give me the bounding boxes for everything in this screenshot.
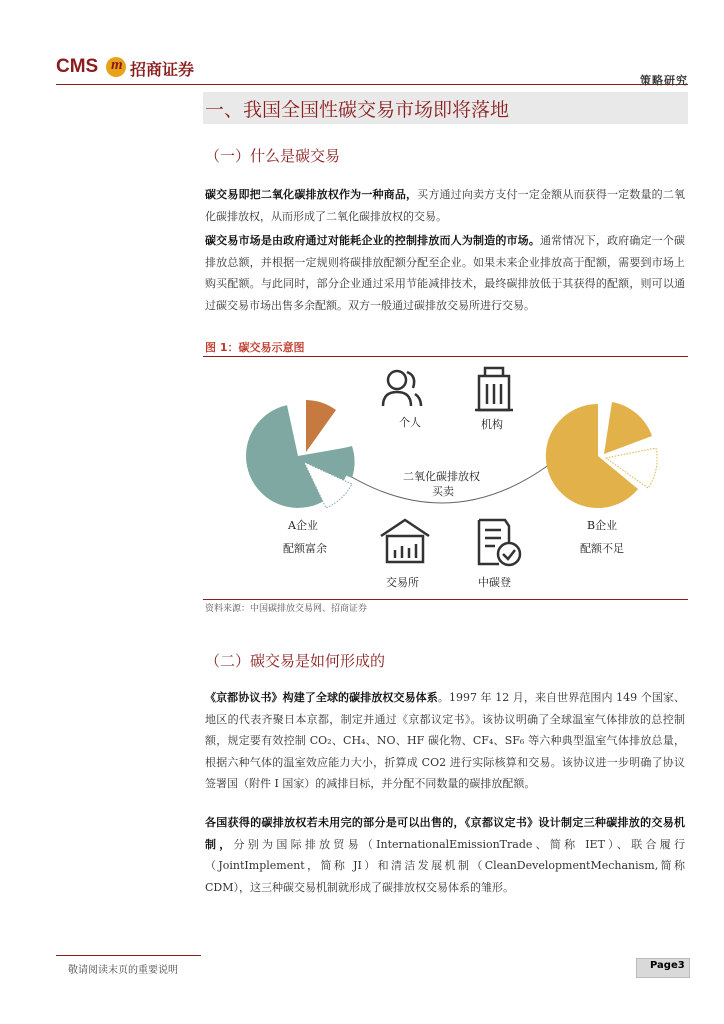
exchange-label: 交易所 bbox=[386, 576, 419, 589]
company-logo bbox=[56, 56, 206, 86]
paragraph-4 bbox=[205, 812, 685, 898]
paragraph-3 bbox=[205, 687, 685, 795]
center-label-1: 二氧化碳排放权 bbox=[403, 470, 480, 483]
logo-badge-letter: m bbox=[111, 57, 123, 73]
paragraph-1-body: 买方通过向卖方支付一定金额从而获得一定数量的二氧化碳排放权，从而形成了二氧化碳排放权的交易。 bbox=[205, 188, 686, 223]
footer-notice: 敬请阅读末页的重要说明 bbox=[68, 965, 178, 976]
report-category: 策略研究 bbox=[640, 74, 688, 87]
paragraph-3-body: 。1997 年 12 月，来自世界范围内 149 个国家、地区的代表齐聚日本京都，制定并通过《京都议定书》。该协议明确了全球温室气体排放的总控制额，规定要有效控制 CO₂、CH₄、NO、HF 碳化物、CF₄、SF₆ 等六种典型温室气体排放总量，根据六种气体的温室效应能力大小，折算成 CO2 进行实际核算和交易。该协议进一步明确了协议签署国（附件 I 国家）的减排目标，并分配不同数量的碳排放配额。 bbox=[205, 691, 686, 791]
paragraph-2-lead: 碳交易市场是由政府通过对能耗企业的控制排放而人为制造的市场。 bbox=[205, 234, 540, 247]
registry-icon bbox=[479, 520, 520, 565]
pie-slice-gold-small bbox=[604, 402, 652, 454]
company-a-pie bbox=[238, 396, 358, 516]
person-label: 个人 bbox=[399, 416, 421, 429]
page-number: Page3 bbox=[650, 960, 685, 971]
section-title: 一、我国全国性碳交易市场即将落地 bbox=[205, 99, 510, 121]
paragraph-4-body: 分别为国际排放贸易（InternationalEmissionTrade、简称 IET）、联合履行（JointImplement，简称 JI）和清洁发展机制（CleanDevelopmentMechanism,简称 CDM），这三种碳交易机制就形成了碳排放权交易体系的雏形。 bbox=[205, 837, 685, 894]
company-b-name: B企业 bbox=[587, 519, 618, 532]
center-label-2: 买卖 bbox=[432, 485, 454, 498]
figure-source: 资料来源：中国碳排放交易网、招商证券 bbox=[205, 604, 368, 614]
subsection-title-2: （二）碳交易是如何形成的 bbox=[205, 652, 386, 670]
institution-icon bbox=[475, 368, 513, 410]
company-a-name: A企业 bbox=[288, 519, 318, 532]
paragraph-2 bbox=[205, 230, 685, 316]
company-a-desc: 配额富余 bbox=[283, 542, 327, 555]
company-b-pie bbox=[546, 402, 657, 508]
figure-bottom-rule bbox=[203, 599, 688, 600]
institution-label: 机构 bbox=[481, 418, 503, 431]
exchange-icon bbox=[381, 520, 429, 562]
paragraph-1 bbox=[205, 184, 685, 227]
figure-top-rule bbox=[203, 356, 688, 357]
carbon-trading-diagram bbox=[203, 358, 688, 598]
logo-text: CMS bbox=[56, 56, 99, 77]
company-b-desc: 配额不足 bbox=[580, 542, 624, 555]
people-icon bbox=[383, 371, 421, 406]
paragraph-2-body: 通常情况下，政府确定一个碳排放总额，并根据一定规则将碳排放配额分配至企业。如果未来企业排放高于配额，需要到市场上购买配额。与此同时，部分企业通过采用节能减排技术，最终碳排放低于其获得的配额，则可以通过碳交易市场出售多余配额。双方一般通过碳排放交易所进行交易。 bbox=[205, 234, 685, 312]
paragraph-3-lead: 《京都协议书》构建了全球的碳排放权交易体系 bbox=[205, 691, 438, 704]
pie-slice-orange bbox=[306, 400, 336, 452]
logo-chinese: 招商证券 bbox=[130, 60, 195, 79]
subsection-title-1: （一）什么是碳交易 bbox=[205, 147, 341, 165]
registry-label: 中碳登 bbox=[478, 576, 511, 589]
footer-rule bbox=[56, 955, 201, 956]
figure-title: 图 1：碳交易示意图 bbox=[205, 341, 305, 354]
paragraph-4-lead: 各国获得的碳排放权若未用完的部分是可以出售的，《京都议定书》设计制定三种碳排放的交易机制， bbox=[205, 816, 685, 851]
header-rule bbox=[56, 84, 688, 85]
paragraph-1-lead: 碳交易即把二氧化碳排放权作为一种商品， bbox=[205, 188, 418, 201]
